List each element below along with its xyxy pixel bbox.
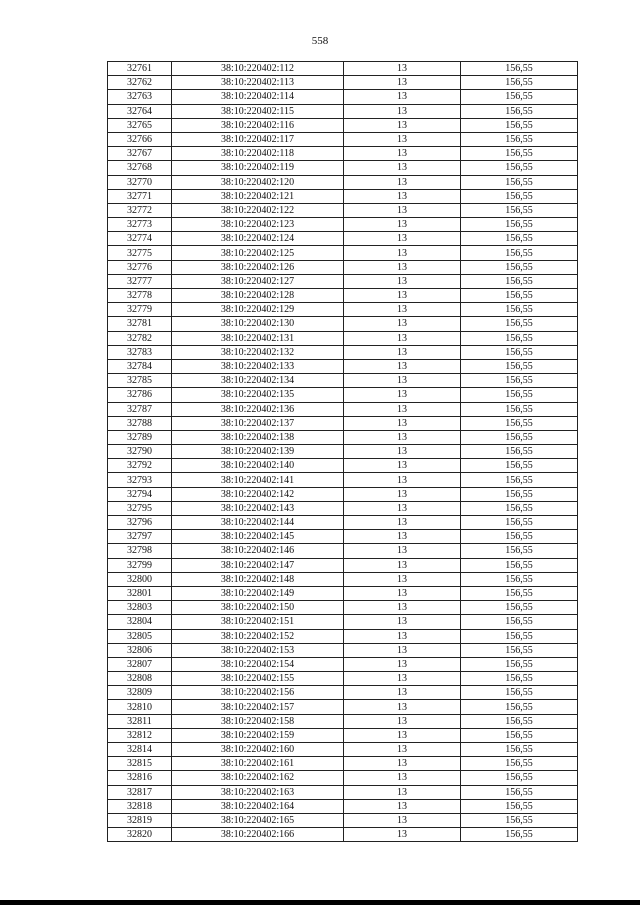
cadastral-number-cell: 38:10:220402:152 — [172, 629, 344, 643]
cadastral-number-cell: 38:10:220402:162 — [172, 771, 344, 785]
area-cell: 156,55 — [461, 289, 578, 303]
area-cell: 156,55 — [461, 317, 578, 331]
quantity-cell: 13 — [344, 331, 461, 345]
cadastral-number-cell: 38:10:220402:115 — [172, 104, 344, 118]
area-cell: 156,55 — [461, 544, 578, 558]
row-number-cell: 32799 — [108, 558, 172, 572]
cadastral-number-cell: 38:10:220402:144 — [172, 516, 344, 530]
table-row — [108, 147, 578, 161]
area-cell: 156,55 — [461, 189, 578, 203]
cadastral-number-cell: 38:10:220402:141 — [172, 473, 344, 487]
area-cell: 156,55 — [461, 388, 578, 402]
area-cell: 156,55 — [461, 672, 578, 686]
quantity-cell: 13 — [344, 530, 461, 544]
table-row — [108, 785, 578, 799]
row-number-cell: 32797 — [108, 530, 172, 544]
area-cell: 156,55 — [461, 218, 578, 232]
quantity-cell: 13 — [344, 402, 461, 416]
area-cell: 156,55 — [461, 686, 578, 700]
cadastral-number-cell: 38:10:220402:148 — [172, 572, 344, 586]
cadastral-number-cell: 38:10:220402:158 — [172, 714, 344, 728]
table-row — [108, 544, 578, 558]
cadastral-number-cell: 38:10:220402:142 — [172, 487, 344, 501]
row-number-cell: 32796 — [108, 516, 172, 530]
area-cell: 156,55 — [461, 828, 578, 842]
area-cell: 156,55 — [461, 147, 578, 161]
table-row — [108, 345, 578, 359]
row-number-cell: 32817 — [108, 785, 172, 799]
cadastral-number-cell: 38:10:220402:128 — [172, 289, 344, 303]
cadastral-number-cell: 38:10:220402:133 — [172, 359, 344, 373]
scan-edge-bar — [0, 900, 640, 905]
area-cell: 156,55 — [461, 757, 578, 771]
table-row — [108, 104, 578, 118]
area-cell: 156,55 — [461, 161, 578, 175]
quantity-cell: 13 — [344, 132, 461, 146]
table-row — [108, 189, 578, 203]
cadastral-number-cell: 38:10:220402:166 — [172, 828, 344, 842]
area-cell: 156,55 — [461, 586, 578, 600]
area-cell: 156,55 — [461, 473, 578, 487]
row-number-cell: 32816 — [108, 771, 172, 785]
row-number-cell: 32805 — [108, 629, 172, 643]
row-number-cell: 32820 — [108, 828, 172, 842]
quantity-cell: 13 — [344, 785, 461, 799]
quantity-cell: 13 — [344, 345, 461, 359]
quantity-cell: 13 — [344, 686, 461, 700]
table-row — [108, 62, 578, 76]
table-row — [108, 672, 578, 686]
row-number-cell: 32787 — [108, 402, 172, 416]
quantity-cell: 13 — [344, 430, 461, 444]
row-number-cell: 32776 — [108, 260, 172, 274]
cadastral-number-cell: 38:10:220402:123 — [172, 218, 344, 232]
area-cell: 156,55 — [461, 90, 578, 104]
quantity-cell: 13 — [344, 714, 461, 728]
cadastral-number-cell: 38:10:220402:149 — [172, 586, 344, 600]
area-cell: 156,55 — [461, 303, 578, 317]
quantity-cell: 13 — [344, 672, 461, 686]
data-table — [107, 61, 578, 842]
quantity-cell: 13 — [344, 601, 461, 615]
cadastral-number-cell: 38:10:220402:153 — [172, 643, 344, 657]
cadastral-number-cell: 38:10:220402:131 — [172, 331, 344, 345]
area-cell: 156,55 — [461, 629, 578, 643]
table-row — [108, 118, 578, 132]
area-cell: 156,55 — [461, 700, 578, 714]
row-number-cell: 32779 — [108, 303, 172, 317]
quantity-cell: 13 — [344, 743, 461, 757]
cadastral-number-cell: 38:10:220402:121 — [172, 189, 344, 203]
row-number-cell: 32788 — [108, 416, 172, 430]
row-number-cell: 32798 — [108, 544, 172, 558]
area-cell: 156,55 — [461, 714, 578, 728]
table-row — [108, 572, 578, 586]
cadastral-number-cell: 38:10:220402:120 — [172, 175, 344, 189]
area-cell: 156,55 — [461, 62, 578, 76]
row-number-cell: 32814 — [108, 743, 172, 757]
table-row — [108, 501, 578, 515]
area-cell: 156,55 — [461, 601, 578, 615]
table-row — [108, 76, 578, 90]
cadastral-number-cell: 38:10:220402:125 — [172, 246, 344, 260]
table-row — [108, 203, 578, 217]
cadastral-number-cell: 38:10:220402:164 — [172, 799, 344, 813]
table-row — [108, 402, 578, 416]
quantity-cell: 13 — [344, 189, 461, 203]
row-number-cell: 32765 — [108, 118, 172, 132]
quantity-cell: 13 — [344, 118, 461, 132]
table-row — [108, 246, 578, 260]
table-row — [108, 459, 578, 473]
table-row — [108, 657, 578, 671]
quantity-cell: 13 — [344, 274, 461, 288]
table-row — [108, 303, 578, 317]
quantity-cell: 13 — [344, 359, 461, 373]
quantity-cell: 13 — [344, 728, 461, 742]
area-cell: 156,55 — [461, 728, 578, 742]
row-number-cell: 32768 — [108, 161, 172, 175]
cadastral-number-cell: 38:10:220402:146 — [172, 544, 344, 558]
row-number-cell: 32795 — [108, 501, 172, 515]
quantity-cell: 13 — [344, 487, 461, 501]
cadastral-number-cell: 38:10:220402:145 — [172, 530, 344, 544]
table-row — [108, 161, 578, 175]
area-cell: 156,55 — [461, 615, 578, 629]
quantity-cell: 13 — [344, 771, 461, 785]
table-row — [108, 218, 578, 232]
table-row — [108, 714, 578, 728]
table-row — [108, 686, 578, 700]
area-cell: 156,55 — [461, 331, 578, 345]
row-number-cell: 32811 — [108, 714, 172, 728]
row-number-cell: 32767 — [108, 147, 172, 161]
cadastral-number-cell: 38:10:220402:139 — [172, 445, 344, 459]
cadastral-number-cell: 38:10:220402:159 — [172, 728, 344, 742]
row-number-cell: 32764 — [108, 104, 172, 118]
area-cell: 156,55 — [461, 558, 578, 572]
quantity-cell: 13 — [344, 232, 461, 246]
cadastral-number-cell: 38:10:220402:114 — [172, 90, 344, 104]
row-number-cell: 32784 — [108, 359, 172, 373]
row-number-cell: 32761 — [108, 62, 172, 76]
cadastral-number-cell: 38:10:220402:143 — [172, 501, 344, 515]
table-row — [108, 643, 578, 657]
area-cell: 156,55 — [461, 76, 578, 90]
table-row — [108, 274, 578, 288]
row-number-cell: 32785 — [108, 374, 172, 388]
cadastral-number-cell: 38:10:220402:154 — [172, 657, 344, 671]
page-number: 558 — [311, 35, 329, 47]
area-cell: 156,55 — [461, 785, 578, 799]
row-number-cell: 32772 — [108, 203, 172, 217]
cadastral-number-cell: 38:10:220402:134 — [172, 374, 344, 388]
table-row — [108, 828, 578, 842]
quantity-cell: 13 — [344, 416, 461, 430]
table-row — [108, 374, 578, 388]
row-number-cell: 32783 — [108, 345, 172, 359]
cadastral-number-cell: 38:10:220402:124 — [172, 232, 344, 246]
table-row — [108, 416, 578, 430]
row-number-cell: 32778 — [108, 289, 172, 303]
quantity-cell: 13 — [344, 260, 461, 274]
quantity-cell: 13 — [344, 317, 461, 331]
row-number-cell: 32792 — [108, 459, 172, 473]
cadastral-number-cell: 38:10:220402:118 — [172, 147, 344, 161]
row-number-cell: 32786 — [108, 388, 172, 402]
area-cell: 156,55 — [461, 402, 578, 416]
table-row — [108, 445, 578, 459]
quantity-cell: 13 — [344, 203, 461, 217]
area-cell: 156,55 — [461, 416, 578, 430]
row-number-cell: 32793 — [108, 473, 172, 487]
row-number-cell: 32773 — [108, 218, 172, 232]
area-cell: 156,55 — [461, 374, 578, 388]
table-row — [108, 317, 578, 331]
quantity-cell: 13 — [344, 473, 461, 487]
cadastral-number-cell: 38:10:220402:132 — [172, 345, 344, 359]
row-number-cell: 32782 — [108, 331, 172, 345]
table-row — [108, 331, 578, 345]
quantity-cell: 13 — [344, 161, 461, 175]
cadastral-number-cell: 38:10:220402:136 — [172, 402, 344, 416]
row-number-cell: 32794 — [108, 487, 172, 501]
quantity-cell: 13 — [344, 374, 461, 388]
cadastral-number-cell: 38:10:220402:138 — [172, 430, 344, 444]
quantity-cell: 13 — [344, 388, 461, 402]
area-cell: 156,55 — [461, 232, 578, 246]
cadastral-number-cell: 38:10:220402:119 — [172, 161, 344, 175]
area-cell: 156,55 — [461, 487, 578, 501]
row-number-cell: 32800 — [108, 572, 172, 586]
area-cell: 156,55 — [461, 445, 578, 459]
quantity-cell: 13 — [344, 657, 461, 671]
table-row — [108, 629, 578, 643]
cadastral-number-cell: 38:10:220402:157 — [172, 700, 344, 714]
row-number-cell: 32815 — [108, 757, 172, 771]
table-row — [108, 813, 578, 827]
table-row — [108, 132, 578, 146]
cadastral-number-cell: 38:10:220402:140 — [172, 459, 344, 473]
row-number-cell: 32766 — [108, 132, 172, 146]
area-cell: 156,55 — [461, 430, 578, 444]
quantity-cell: 13 — [344, 629, 461, 643]
area-cell: 156,55 — [461, 799, 578, 813]
area-cell: 156,55 — [461, 530, 578, 544]
quantity-cell: 13 — [344, 62, 461, 76]
row-number-cell: 32819 — [108, 813, 172, 827]
row-number-cell: 32781 — [108, 317, 172, 331]
quantity-cell: 13 — [344, 615, 461, 629]
table-row — [108, 359, 578, 373]
cadastral-number-cell: 38:10:220402:155 — [172, 672, 344, 686]
area-cell: 156,55 — [461, 345, 578, 359]
table-row — [108, 530, 578, 544]
area-cell: 156,55 — [461, 743, 578, 757]
area-cell: 156,55 — [461, 813, 578, 827]
row-number-cell: 32763 — [108, 90, 172, 104]
quantity-cell: 13 — [344, 558, 461, 572]
area-cell: 156,55 — [461, 203, 578, 217]
table-row — [108, 728, 578, 742]
table-row — [108, 700, 578, 714]
quantity-cell: 13 — [344, 799, 461, 813]
row-number-cell: 32818 — [108, 799, 172, 813]
quantity-cell: 13 — [344, 218, 461, 232]
table-row — [108, 487, 578, 501]
cadastral-number-cell: 38:10:220402:116 — [172, 118, 344, 132]
area-cell: 156,55 — [461, 274, 578, 288]
area-cell: 156,55 — [461, 132, 578, 146]
quantity-cell: 13 — [344, 104, 461, 118]
quantity-cell: 13 — [344, 147, 461, 161]
quantity-cell: 13 — [344, 700, 461, 714]
area-cell: 156,55 — [461, 260, 578, 274]
cadastral-number-cell: 38:10:220402:163 — [172, 785, 344, 799]
cadastral-number-cell: 38:10:220402:165 — [172, 813, 344, 827]
row-number-cell: 32777 — [108, 274, 172, 288]
area-cell: 156,55 — [461, 175, 578, 189]
row-number-cell: 32806 — [108, 643, 172, 657]
table-row — [108, 90, 578, 104]
table-body — [108, 62, 578, 842]
cadastral-number-cell: 38:10:220402:135 — [172, 388, 344, 402]
quantity-cell: 13 — [344, 303, 461, 317]
table-row — [108, 558, 578, 572]
table-row — [108, 615, 578, 629]
area-cell: 156,55 — [461, 459, 578, 473]
row-number-cell: 32810 — [108, 700, 172, 714]
quantity-cell: 13 — [344, 586, 461, 600]
table-row — [108, 289, 578, 303]
quantity-cell: 13 — [344, 445, 461, 459]
table-row — [108, 388, 578, 402]
area-cell: 156,55 — [461, 118, 578, 132]
area-cell: 156,55 — [461, 657, 578, 671]
row-number-cell: 32804 — [108, 615, 172, 629]
row-number-cell: 32790 — [108, 445, 172, 459]
area-cell: 156,55 — [461, 643, 578, 657]
table-row — [108, 586, 578, 600]
cadastral-number-cell: 38:10:220402:160 — [172, 743, 344, 757]
quantity-cell: 13 — [344, 175, 461, 189]
quantity-cell: 13 — [344, 246, 461, 260]
table-row — [108, 473, 578, 487]
row-number-cell: 32801 — [108, 586, 172, 600]
area-cell: 156,55 — [461, 501, 578, 515]
quantity-cell: 13 — [344, 572, 461, 586]
row-number-cell: 32809 — [108, 686, 172, 700]
cadastral-number-cell: 38:10:220402:126 — [172, 260, 344, 274]
table-row — [108, 175, 578, 189]
quantity-cell: 13 — [344, 544, 461, 558]
area-cell: 156,55 — [461, 246, 578, 260]
quantity-cell: 13 — [344, 757, 461, 771]
quantity-cell: 13 — [344, 459, 461, 473]
cadastral-number-cell: 38:10:220402:129 — [172, 303, 344, 317]
row-number-cell: 32808 — [108, 672, 172, 686]
cadastral-number-cell: 38:10:220402:161 — [172, 757, 344, 771]
cadastral-number-cell: 38:10:220402:127 — [172, 274, 344, 288]
row-number-cell: 32762 — [108, 76, 172, 90]
cadastral-number-cell: 38:10:220402:113 — [172, 76, 344, 90]
quantity-cell: 13 — [344, 643, 461, 657]
cadastral-number-cell: 38:10:220402:156 — [172, 686, 344, 700]
table-row — [108, 516, 578, 530]
area-cell: 156,55 — [461, 359, 578, 373]
table-row — [108, 260, 578, 274]
row-number-cell: 32770 — [108, 175, 172, 189]
row-number-cell: 32807 — [108, 657, 172, 671]
table-row — [108, 743, 578, 757]
cadastral-number-cell: 38:10:220402:122 — [172, 203, 344, 217]
area-cell: 156,55 — [461, 771, 578, 785]
quantity-cell: 13 — [344, 813, 461, 827]
row-number-cell: 32812 — [108, 728, 172, 742]
cadastral-number-cell: 38:10:220402:112 — [172, 62, 344, 76]
row-number-cell: 32803 — [108, 601, 172, 615]
table-row — [108, 430, 578, 444]
quantity-cell: 13 — [344, 828, 461, 842]
quantity-cell: 13 — [344, 289, 461, 303]
cadastral-number-cell: 38:10:220402:150 — [172, 601, 344, 615]
row-number-cell: 32774 — [108, 232, 172, 246]
table-row — [108, 232, 578, 246]
quantity-cell: 13 — [344, 90, 461, 104]
area-cell: 156,55 — [461, 104, 578, 118]
cadastral-number-cell: 38:10:220402:130 — [172, 317, 344, 331]
cadastral-number-cell: 38:10:220402:137 — [172, 416, 344, 430]
cadastral-number-cell: 38:10:220402:117 — [172, 132, 344, 146]
table-row — [108, 601, 578, 615]
area-cell: 156,55 — [461, 516, 578, 530]
area-cell: 156,55 — [461, 572, 578, 586]
table-row — [108, 757, 578, 771]
cadastral-number-cell: 38:10:220402:147 — [172, 558, 344, 572]
quantity-cell: 13 — [344, 76, 461, 90]
quantity-cell: 13 — [344, 516, 461, 530]
row-number-cell: 32775 — [108, 246, 172, 260]
row-number-cell: 32771 — [108, 189, 172, 203]
quantity-cell: 13 — [344, 501, 461, 515]
cadastral-number-cell: 38:10:220402:151 — [172, 615, 344, 629]
row-number-cell: 32789 — [108, 430, 172, 444]
table-row — [108, 771, 578, 785]
table-row — [108, 799, 578, 813]
